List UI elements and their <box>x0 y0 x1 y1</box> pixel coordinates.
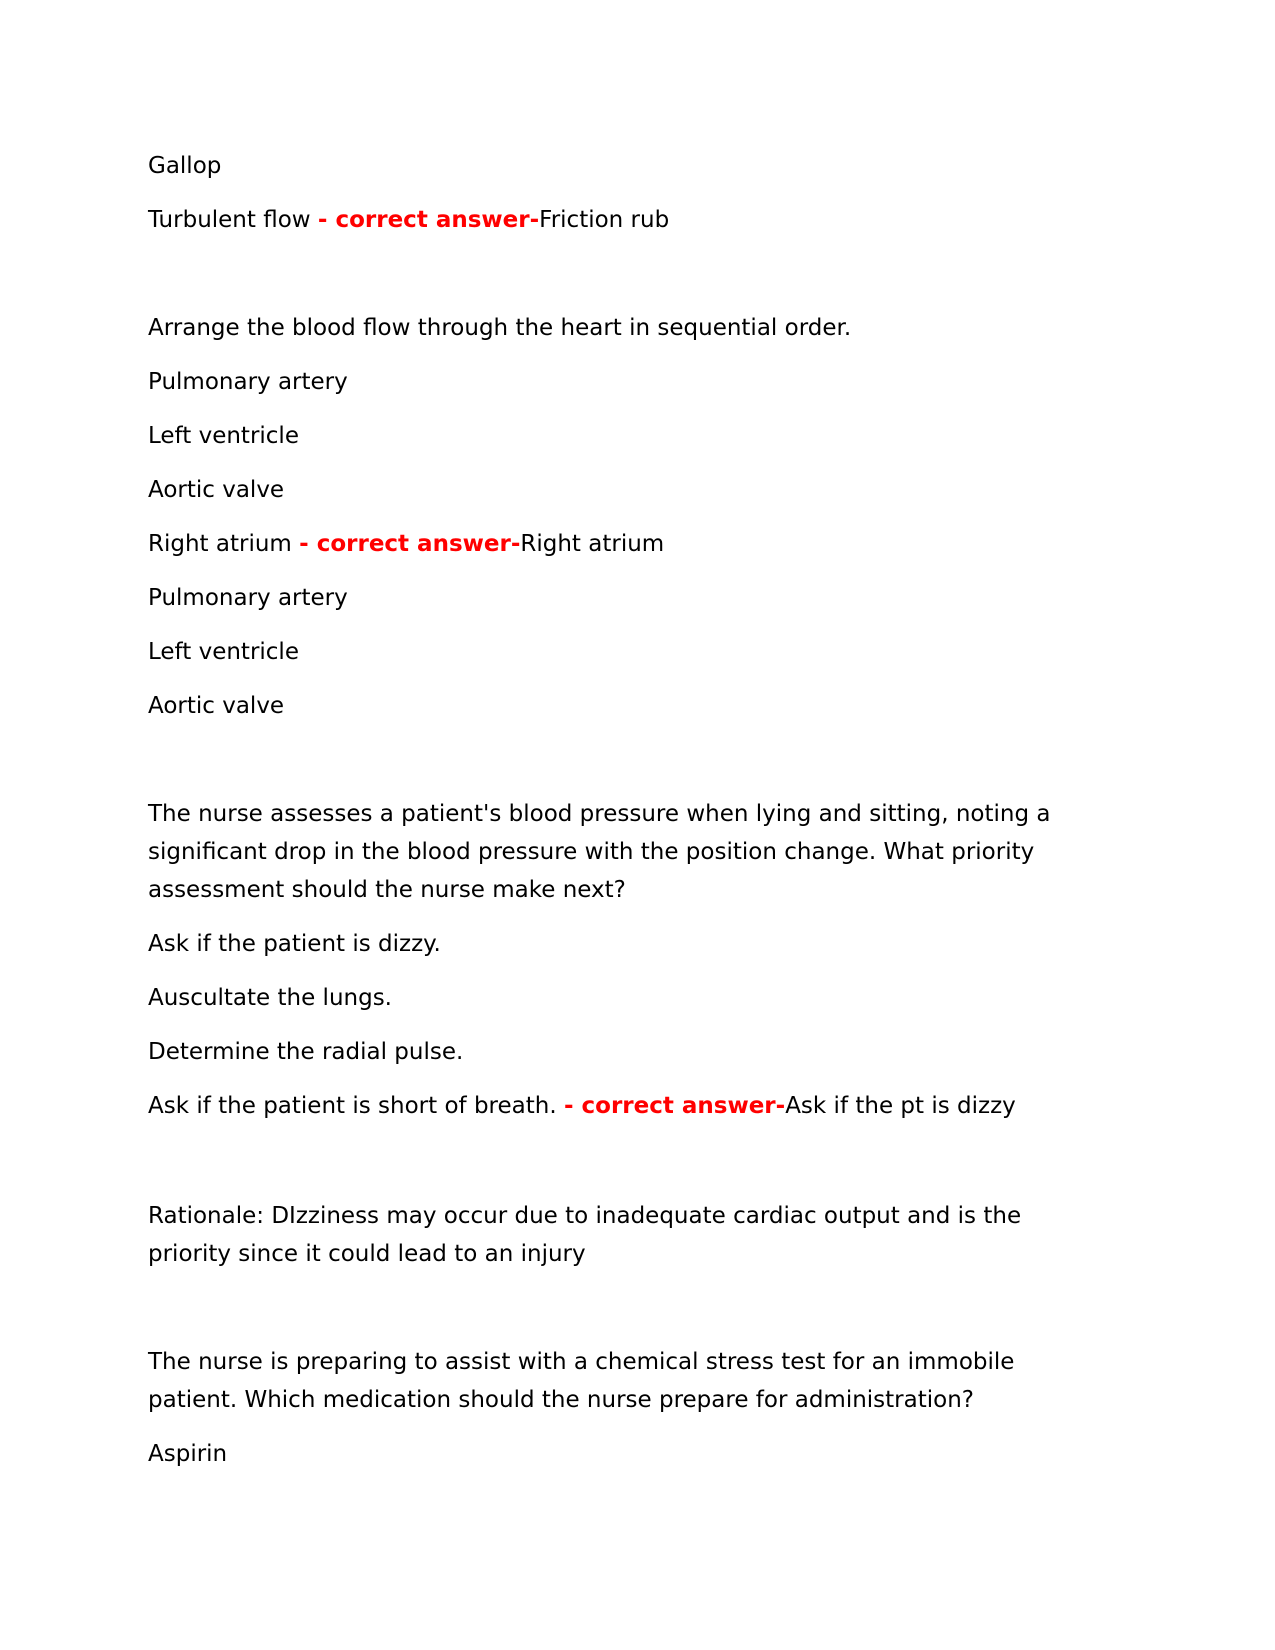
correct-answer-text: Right atrium <box>520 531 665 557</box>
correct-answer-marker: - correct answer- <box>317 207 540 233</box>
answer-option <box>148 1033 463 1071</box>
rationale-line-2 <box>148 1235 586 1273</box>
answer-option <box>148 579 348 617</box>
answer-option <box>148 925 441 963</box>
line-text: Auscultate the lungs. <box>148 985 392 1011</box>
line-text: Pulmonary artery <box>148 369 348 395</box>
answer-option-aspirin <box>148 1435 227 1473</box>
line-text: Left ventricle <box>148 639 299 665</box>
line-text: assessment should the nurse make next? <box>148 877 626 903</box>
rationale-line-1 <box>148 1197 1021 1235</box>
answer-option <box>148 687 284 725</box>
answer-option <box>148 363 348 401</box>
answer-option <box>148 633 299 671</box>
question-stress-test-line-1 <box>148 1343 1014 1381</box>
question-blood-flow <box>148 309 851 347</box>
line-text: Right atrium <box>148 531 300 557</box>
line-text: Ask if the patient is dizzy. <box>148 931 441 957</box>
line-text: priority since it could lead to an injury <box>148 1241 586 1267</box>
line-text: Aspirin <box>148 1441 228 1467</box>
answer-option <box>148 979 392 1017</box>
answer-option <box>148 471 284 509</box>
line-text: The nurse assesses a patient's blood pressure when lying and sitting, noting a <box>148 801 1051 827</box>
line-text: Determine the radial pulse. <box>148 1039 464 1065</box>
line-text: Gallop <box>148 153 222 179</box>
line-text: Ask if the patient is short of breath. <box>148 1093 564 1119</box>
line-text: Pulmonary artery <box>148 585 348 611</box>
line-text: Left ventricle <box>148 423 299 449</box>
answer-line-right-atrium <box>148 525 664 563</box>
line-text: The nurse is preparing to assist with a chemical stress test for an immobile <box>148 1349 1015 1375</box>
correct-answer-marker: - correct answer- <box>299 531 521 557</box>
question-blood-pressure-line-3 <box>148 871 626 909</box>
line-text: patient. Which medication should the nurse prepare for administration? <box>148 1387 975 1413</box>
question-blood-pressure-line-1 <box>148 795 1050 833</box>
question-blood-pressure-line-2 <box>148 833 1034 871</box>
correct-answer-marker: - correct answer- <box>563 1093 786 1119</box>
question-stress-test-line-2 <box>148 1381 974 1419</box>
line-text: Aortic valve <box>148 693 285 719</box>
line-text: significant drop in the blood pressure with the position change. What priority <box>148 839 1035 865</box>
correct-answer-text: Friction rub <box>539 207 670 233</box>
answer-option-gallop <box>148 147 221 185</box>
line-text: Aortic valve <box>148 477 285 503</box>
answer-line-short-of-breath <box>148 1087 1016 1125</box>
answer-line-turbulent-flow <box>148 201 669 239</box>
line-text: Rationale: DIzziness may occur due to inadequate cardiac output and is the <box>148 1203 1022 1229</box>
line-text: Arrange the blood flow through the heart in sequential order. <box>148 315 852 341</box>
line-text: Turbulent flow <box>148 207 318 233</box>
correct-answer-text: Ask if the pt is dizzy <box>785 1093 1016 1119</box>
answer-option <box>148 417 299 455</box>
